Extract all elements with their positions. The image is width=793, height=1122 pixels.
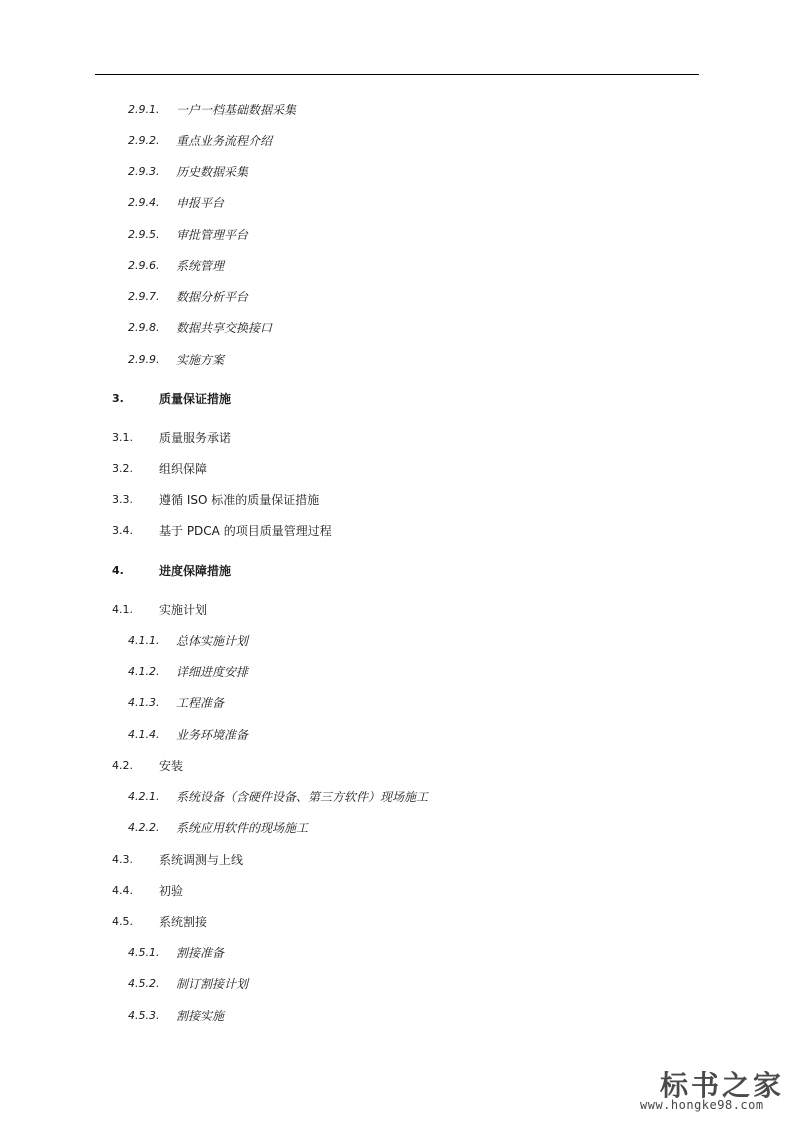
toc-entry-title: 制订割接计划: [176, 977, 249, 991]
toc-entry-number: 2.9.4.: [128, 196, 160, 209]
toc-entry-title: 一户一档基础数据采集: [176, 103, 297, 117]
toc-entry-title: 系统割接: [159, 915, 208, 929]
toc-entry-title: 系统应用软件的现场施工: [176, 821, 309, 835]
toc-entry-title: 系统管理: [176, 259, 225, 273]
toc-entry-number: 4.1.2.: [128, 665, 160, 678]
toc-entry-number: 4.4.: [112, 884, 133, 897]
toc-entry-number: 3.2.: [112, 462, 133, 475]
toc-entry-number: 2.9.1.: [128, 103, 160, 116]
toc-entry-number: 4.5.1.: [128, 946, 160, 959]
toc-entry-number: 2.9.6.: [128, 259, 160, 272]
toc-entry-number: 4.5.2.: [128, 977, 160, 990]
toc-entry-title: 工程准备: [176, 696, 225, 710]
toc-entry-number: 4.2.: [112, 759, 133, 772]
toc-entry-title: 详细进度安排: [176, 665, 249, 679]
toc-entry-number: 4.1.3.: [128, 696, 160, 709]
toc-entry-number: 3.4.: [112, 524, 133, 537]
toc-entry-number: 4.2.1.: [128, 790, 160, 803]
toc-entry-title: 系统调测与上线: [159, 853, 244, 867]
toc-entry-title: 实施方案: [176, 353, 225, 367]
toc-entry-title: 业务环境准备: [176, 728, 249, 742]
toc-entry-number: 2.9.9.: [128, 353, 160, 366]
toc-entry-title: 质量保证措施: [159, 392, 232, 406]
toc-entry-number: 4.2.2.: [128, 821, 160, 834]
toc-entry-title: 组织保障: [159, 462, 208, 476]
toc-entry-number: 4.3.: [112, 853, 133, 866]
toc-entry-title: 系统设备（含硬件设备、第三方软件）现场施工: [176, 790, 429, 804]
watermark-logo: [636, 1060, 792, 1118]
toc-entry-number: 3.: [112, 392, 124, 405]
toc-entry-title: 安装: [159, 759, 184, 773]
toc-entry-number: 3.1.: [112, 431, 133, 444]
toc-entry-number: 2.9.2.: [128, 134, 160, 147]
toc-entry-number: 2.9.8.: [128, 321, 160, 334]
toc-entry-number: 4.: [112, 564, 124, 577]
toc-entry-number: 4.1.1.: [128, 634, 160, 647]
toc-entry-title: 审批管理平台: [176, 228, 249, 242]
toc-entry-title: 总体实施计划: [176, 634, 249, 648]
watermark-url: www.hongke98.com: [640, 1098, 764, 1112]
toc-entry-title: 初验: [159, 884, 184, 898]
toc-entry-number: 4.5.: [112, 915, 133, 928]
toc-entry-title: 申报平台: [176, 196, 225, 210]
toc-entry-number: 2.9.7.: [128, 290, 160, 303]
toc-entry-title: 遵循 ISO 标准的质量保证措施: [159, 493, 320, 507]
toc-entry-title: 数据共享交换接口: [176, 321, 273, 335]
toc-entry-title: 重点业务流程介绍: [176, 134, 273, 148]
toc-entry-number: 4.1.4.: [128, 728, 160, 741]
toc-entry-number: 2.9.3.: [128, 165, 160, 178]
toc-entry-title: 基于 PDCA 的项目质量管理过程: [159, 524, 332, 538]
toc-entry-number: 3.3.: [112, 493, 133, 506]
toc-entry-number: 4.1.: [112, 603, 133, 616]
toc-entry-number: 4.5.3.: [128, 1009, 160, 1022]
toc-entry-title: 历史数据采集: [176, 165, 249, 179]
toc-entry-title: 进度保障措施: [159, 564, 232, 578]
toc-entry-number: 2.9.5.: [128, 228, 160, 241]
toc-entry-title: 割接实施: [176, 1009, 225, 1023]
toc-entry-title: 割接准备: [176, 946, 225, 960]
watermark-title: 标书之家: [660, 1069, 785, 1102]
toc-entry-title: 数据分析平台: [176, 290, 249, 304]
toc-entry-title: 质量服务承诺: [159, 431, 232, 445]
toc-entry-title: 实施计划: [159, 603, 208, 617]
